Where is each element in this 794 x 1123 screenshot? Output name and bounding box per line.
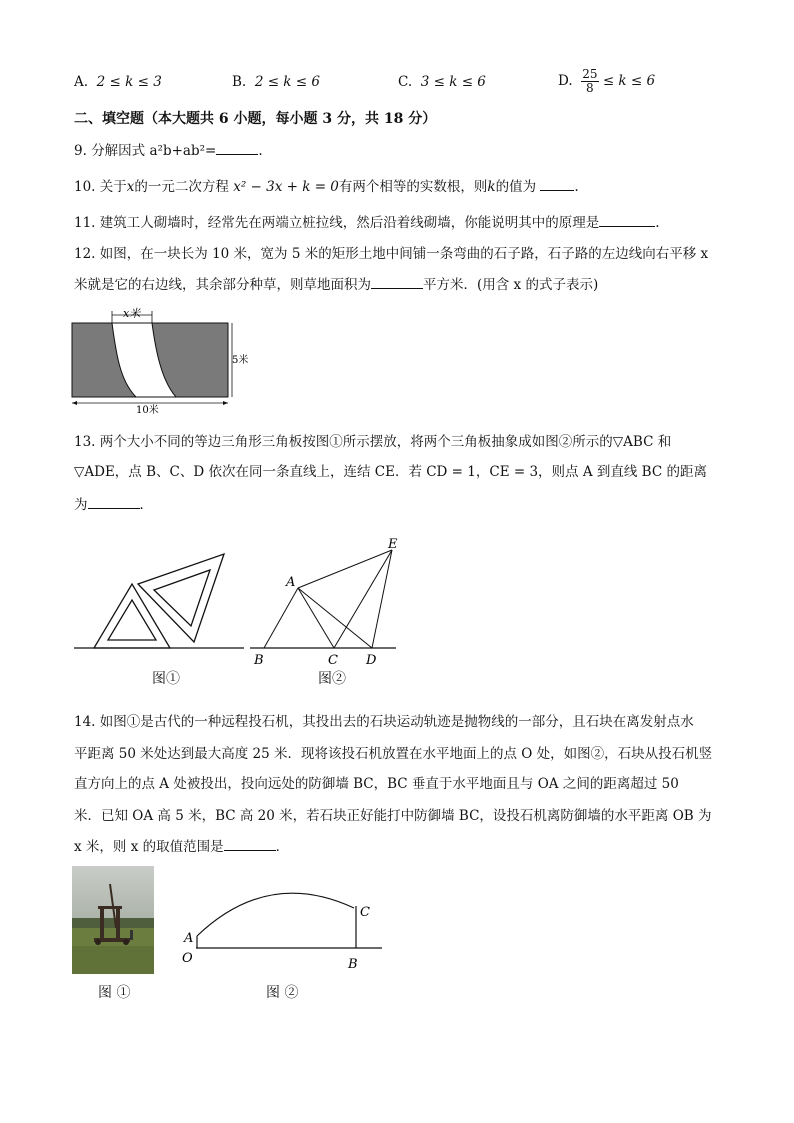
- question-14-line-4: 米．已知 OA 高 5 米，BC 高 20 米，若石块正好能打中防御墙 BC，设投石机离防御墙的水平距离 OB 为: [74, 808, 712, 824]
- large-triangle-inner: [154, 570, 210, 626]
- answer-blank-12[interactable]: [371, 274, 423, 289]
- question-13-line-1: 13. 两个大小不同的等边三角形三角板按图①所示摆放，将两个三角板抽象成如图②所示的▽ABC 和: [74, 434, 672, 450]
- segment-ab: [264, 588, 298, 648]
- answer-blank-13[interactable]: [88, 494, 140, 509]
- answer-blank-9[interactable]: [216, 140, 258, 155]
- question-13-line-3: 为 ．: [74, 494, 153, 515]
- option-c: C. 3 ≤ k ≤ 6: [398, 74, 486, 90]
- point-b-label: B: [254, 653, 264, 668]
- height-label: 5米: [232, 355, 249, 366]
- fraction-25-8: $\frac{25}{8}$: [582, 67, 598, 95]
- point-a-label: A: [184, 931, 194, 946]
- small-triangle-inner: [108, 600, 156, 640]
- segment-de: [372, 550, 392, 648]
- question-14-line-3: 直方向上的点 A 处被投出，投向远处的防御墙 BC，BC 垂直于水平地面且与 OA 之间的距离超过 50: [74, 776, 679, 792]
- arrow-right-icon: [223, 401, 228, 405]
- question-14-line-5: x 米，则 x 的取值范围是 ．: [74, 836, 289, 857]
- question-12-line-2: 米就是它的右边线，其余部分种草，则草地面积为 平方米．(用含 x 的式子表示): [74, 274, 598, 295]
- section-heading: 二、填空题（本大题共 6 小题，每小题 3 分，共 18 分）: [74, 111, 437, 127]
- answer-blank-11[interactable]: [599, 212, 655, 227]
- segment-ce: [334, 550, 392, 648]
- q13-fig2-caption: 图②: [318, 671, 346, 687]
- question-14-line-2: 平距离 50 米处达到最大高度 25 米．现将该投石机放置在水平地面上的点 O 处，如图②，石块从投石机竖: [74, 746, 713, 762]
- trajectory-figure: [176, 886, 386, 972]
- answer-blank-14[interactable]: [224, 836, 276, 851]
- question-12-line-1: 12. 如图，在一块长为 10 米，宽为 5 米的矩形土地中间铺一条弯曲的石子路，石子路的左边线向右平移 x: [74, 246, 709, 262]
- triangle-geometry-figure: [246, 536, 416, 670]
- triangle-rulers-figure: [74, 548, 244, 658]
- q14-fig1-caption: 图 ①: [98, 985, 131, 1001]
- segment-ae: [298, 550, 392, 588]
- point-c-label: C: [360, 905, 370, 920]
- option-b: B. 2 ≤ k ≤ 6: [232, 74, 320, 90]
- q14-fig2-caption: 图 ②: [266, 985, 299, 1001]
- question-10: 10. 关于x的一元二次方程 x² − 3x + k = 0有两个相等的实数根，则k的值为 .: [74, 176, 579, 197]
- rectangle-path-figure: [66, 303, 249, 418]
- q13-fig1-caption: 图①: [152, 671, 180, 687]
- length-label: 10米: [136, 405, 159, 416]
- point-a-label: A: [286, 575, 296, 590]
- question-9: 9. 分解因式 a²b+ab²= .: [74, 140, 263, 161]
- point-b-label: B: [348, 957, 358, 972]
- point-o-label: O: [182, 951, 193, 966]
- option-a: A. 2 ≤ k ≤ 3: [74, 74, 162, 90]
- point-c-label: C: [328, 653, 338, 668]
- question-11: 11. 建筑工人砌墙时，经常先在两端立桩拉线，然后沿着线砌墙，你能说明其中的原理是 .: [74, 212, 660, 233]
- segment-ac: [298, 588, 334, 648]
- point-d-label: D: [366, 653, 377, 668]
- segment-ad: [298, 588, 372, 648]
- option-d: D. $\frac{25}{8}$ ≤ k ≤ 6: [558, 67, 656, 95]
- arrow-left-icon: [72, 401, 77, 405]
- answer-blank-10[interactable]: [540, 176, 574, 191]
- width-label: x米: [123, 307, 141, 320]
- question-13-line-2: ▽ADE，点 B、C、D 依次在同一条直线上，连结 CE．若 CD = 1，CE = 3，则点 A 到直线 BC 的距离: [74, 464, 707, 480]
- parabola-trajectory: [197, 893, 354, 936]
- large-triangle-outer: [138, 554, 224, 642]
- catapult-photo: [72, 866, 154, 974]
- point-e-label: E: [388, 537, 398, 552]
- question-14-line-1: 14. 如图①是古代的一种远程投石机，其投出去的石块运动轨迹是抛物线的一部分，且石块在离发射点水: [74, 714, 694, 730]
